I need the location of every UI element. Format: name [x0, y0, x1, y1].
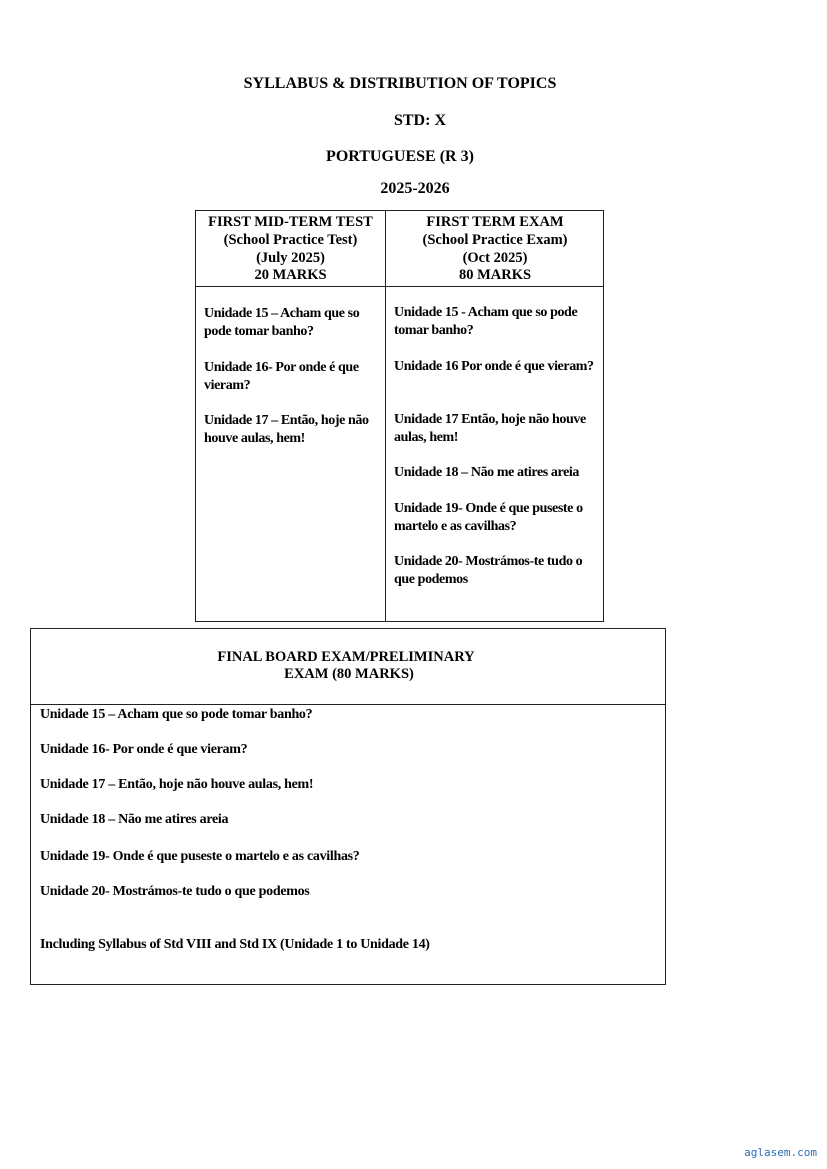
first-term-unit: Unidade 20- Mostrámos-te tudo o que podemos — [394, 554, 583, 587]
board-unit: Unidade 18 – Não me atires areia — [40, 812, 229, 827]
first-mid-term-header — [196, 213, 385, 283]
first-term-unit: Unidade 19- Onde é que puseste o martelo e as cavilhas? — [394, 501, 583, 534]
first-term-unit: Unidade 16 Por onde é que vieram? — [394, 359, 594, 374]
term-distribution-table — [195, 210, 604, 622]
header-divider — [31, 704, 665, 705]
std-label: STD: X — [393, 112, 446, 129]
mid-term-unit: Unidade 16- Por onde é que vieram? — [204, 360, 359, 393]
mid-term-unit: Unidade 15 – Acham que so pode tomar banho? — [204, 306, 360, 339]
board-unit: Unidade 17 – Então, hoje não houve aulas, hem! — [40, 777, 314, 792]
mid-term-unit: Unidade 17 – Então, hoje não houve aulas, hem! — [204, 413, 369, 446]
first-term-unit: Unidade 15 - Acham que so pode tomar banho? — [394, 305, 578, 338]
board-unit: Unidade 15 – Acham que so pode tomar banho? — [40, 707, 313, 722]
board-exam-title-line1: FINAL BOARD EXAM/PRELIMINARY — [217, 649, 475, 665]
first-mid-term-marks: 20 MARKS — [254, 267, 327, 283]
board-exam-header — [31, 649, 671, 683]
board-exam-table — [30, 628, 666, 985]
board-unit: Unidade 16- Por onde é que vieram? — [40, 742, 248, 757]
board-note: Including Syllabus of Std VIII and Std IX (Unidade 1 to Unidade 14) — [40, 937, 430, 952]
first-mid-term-title: FIRST MID-TERM TEST — [208, 214, 373, 230]
subject-label: PORTUGUESE (R 3) — [326, 148, 474, 165]
board-exam-title-line2: EXAM (80 MARKS) — [284, 666, 414, 682]
year-label: 2025-2026 — [380, 180, 450, 197]
source-link[interactable]: aglasem.com — [744, 1146, 817, 1159]
first-mid-term-date: (July 2025) — [256, 250, 325, 266]
first-term-marks: 80 MARKS — [458, 267, 532, 283]
header-divider — [196, 286, 603, 287]
first-term-subtitle: (School Practice Exam) — [422, 232, 568, 248]
board-unit: Unidade 20- Mostrámos-te tudo o que podemos — [40, 884, 310, 899]
first-term-unit: Unidade 17 Então, hoje não houve aulas, hem! — [394, 412, 586, 445]
page-title: SYLLABUS & DISTRIBUTION OF TOPICS — [243, 75, 557, 92]
first-term-header — [386, 213, 604, 283]
first-term-title: FIRST TERM EXAM — [426, 214, 564, 230]
first-mid-term-subtitle: (School Practice Test) — [223, 232, 358, 248]
first-term-date: (Oct 2025) — [462, 250, 528, 266]
first-term-unit: Unidade 18 – Não me atires areia — [394, 465, 579, 480]
board-unit: Unidade 19- Onde é que puseste o martelo e as cavilhas? — [40, 849, 360, 864]
